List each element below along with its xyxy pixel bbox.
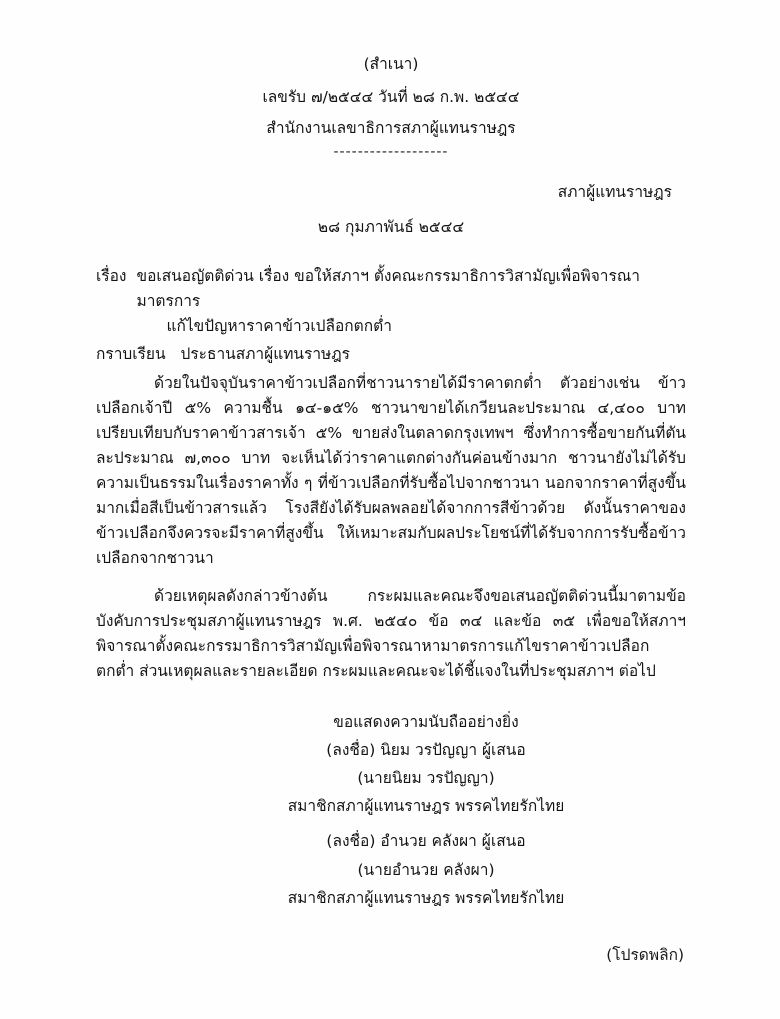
paragraph-1: ด้วยในปัจจุบันราคาข้าวเปลือกที่ชาวนารายได้มีราคาตกต่ำ ตัวอย่างเช่น ข้าวเปลือกเจ้าปี ๕% ความชื้น ๑๔-๑๕% ชาวนาขายได้เกวียนละประมาณ ๔,๔๐๐ บาท เปรียบเทียบกับราคาข้าวสารเจ้า ๕% ขายส่งในตลาดกรุงเทพฯ ซึ่งทำการซื้อขายกันที่ตันละประมาณ ๗,๓๐๐ บาท จะเห็นได้ว่าราคาแตกต่างกันค่อนข้างมาก ชาวนายังไม่ได้รับความเป็นธรรมในเรื่องราคาทั้ง ๆ ที่ข้าวเปลือกที่รับซื้อไปจากชาวนา นอกจากราคาที่สูงขึ้นมากเมื่อสีเป็นข้าวสารแล้ว โรงสียังได้รับผลพลอยได้จากการสีข้าวด้วย ดังนั้นราคาของข้าวเปลือกจึงควรจะมีราคาที่สูงขึ้น ให้เหมาะสมกับผลประโยชน์ที่ได้รับจากการรับซื้อข้าวเปลือกจากชาวนา bbox=[96, 373, 686, 568]
copy-mark: (สำเนา) bbox=[363, 55, 419, 73]
signature-1-name: (นายนิยม วรปัญญา) bbox=[357, 769, 495, 788]
assembly-name: สภาผู้แทนราษฎร bbox=[557, 183, 672, 201]
signature-2-line: (ลงชื่อ) อำนวย คลังผา ผู้เสนอ bbox=[326, 832, 526, 851]
subject-row bbox=[96, 264, 686, 339]
subject-text-line2: แก้ไขปัญหาราคาข้าวเปลือกตกต่ำ bbox=[166, 317, 392, 336]
signature-2-name: (นายอำนวย คลังผา) bbox=[357, 860, 495, 879]
signature-gap bbox=[166, 822, 686, 826]
footer-note: (โปรดพลิก) bbox=[606, 946, 684, 964]
separator-rule: ------------------- bbox=[333, 144, 449, 161]
signature-2-title: สมาชิกสภาผู้แทนราษฎร พรรคไทยรักไทย bbox=[287, 888, 565, 907]
office-name: สำนักงานเลขาธิการสภาผู้แทนราษฎร bbox=[266, 119, 516, 138]
salutation-text: ประธานสภาผู้แทนราษฎร bbox=[180, 344, 350, 363]
document-body bbox=[96, 52, 686, 914]
signature-1-title: สมาชิกสภาผู้แทนราษฎร พรรคไทยรักไทย bbox=[287, 797, 565, 816]
subject-label: เรื่อง bbox=[96, 267, 127, 286]
salutation-row bbox=[96, 342, 686, 367]
salutation-label: กราบเรียน bbox=[96, 344, 166, 363]
document-date: ๒๘ กุมภาพันธ์ ๒๕๔๔ bbox=[317, 218, 465, 237]
register-line: เลขรับ ๗/๒๕๔๔ วันที่ ๒๘ ก.พ. ๒๕๔๔ bbox=[262, 88, 520, 107]
signature-1-line: (ลงชื่อ) นิยม วรปัญญา ผู้เสนอ bbox=[326, 741, 526, 760]
signature-block bbox=[96, 710, 686, 911]
paragraph-2: ด้วยเหตุผลดังกล่าวข้างต้น กระผมและคณะจึงขอเสนอญัตติด่วนนี้มาตามข้อบังคับการประชุมสภาผู้แทนราษฎร พ.ศ. ๒๕๔๐ ข้อ ๓๔ และข้อ ๓๕ เพื่อขอให้สภาฯ พิจารณาตั้งคณะกรรมาธิการวิสามัญเพื่อพิจารณาหามาตรการแก้ไขราคาข้าวเปลือกตกต่ำ ส่วนเหตุผลและรายละเอียด กระผมและคณะจะได้ชี้แจงในที่ประชุมสภาฯ ต่อไป bbox=[96, 586, 686, 680]
subject-text-line1: ขอเสนอญัตติด่วน เรื่อง ขอให้สภาฯ ตั้งคณะกรรมาธิการวิสามัญเพื่อพิจารณามาตรการ bbox=[136, 267, 640, 311]
closing-phrase: ขอแสดงความนับถืออย่างยิ่ง bbox=[333, 712, 519, 731]
subject-text bbox=[137, 264, 686, 339]
